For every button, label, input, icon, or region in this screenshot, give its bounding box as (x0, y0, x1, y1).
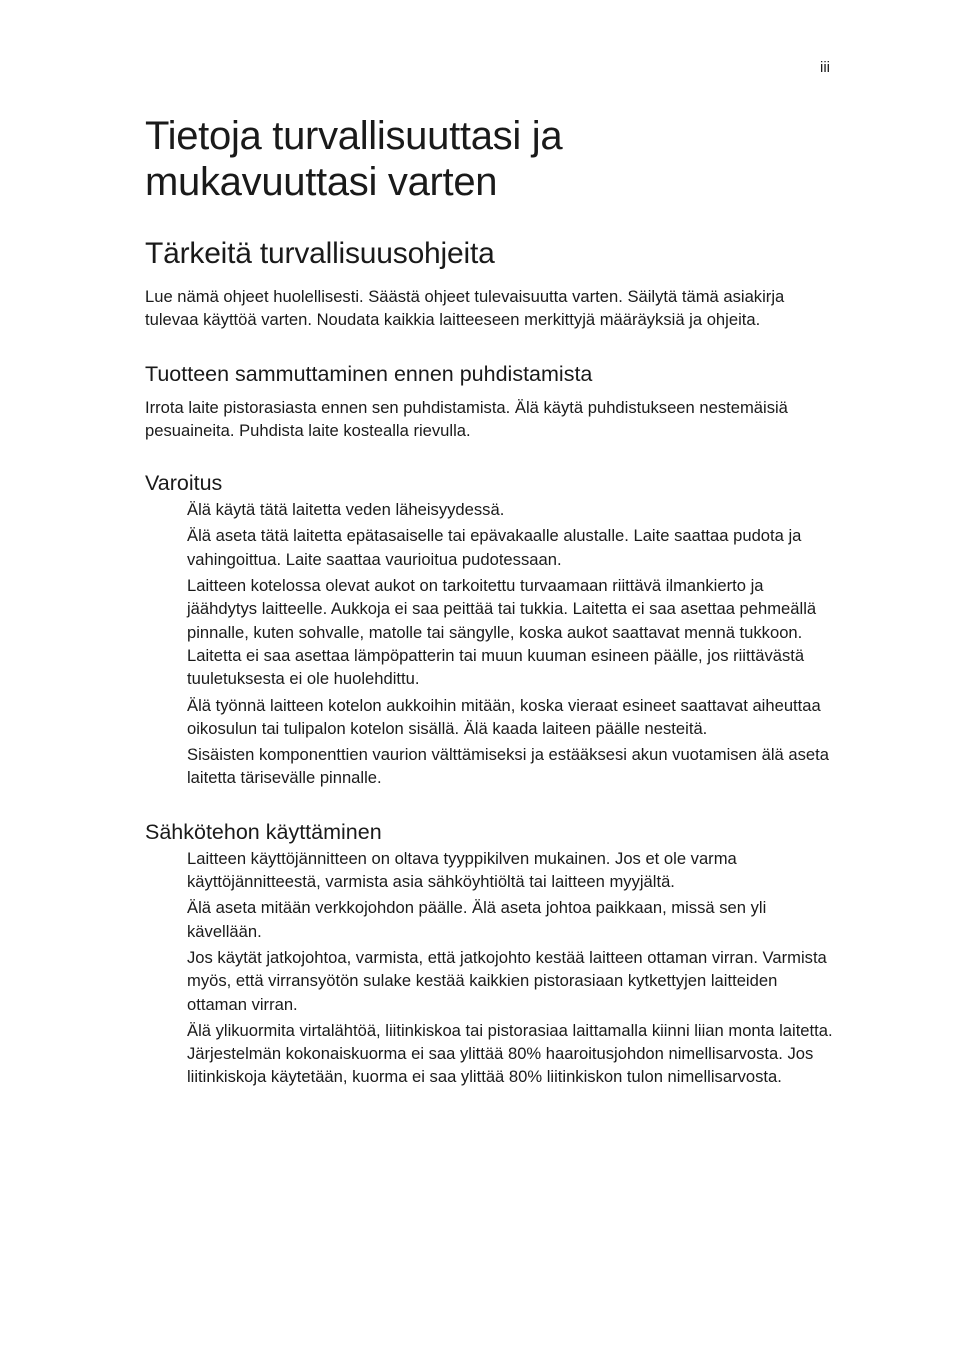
power-item: Jos käytät jatkojohtoa, varmista, että jatkojohto kestää laitteen ottaman virran. Varmista myös, että virransyötön sulake kestää kaikkien pistorasiaan kytkettyjen laitteiden ottaman virran. (187, 947, 827, 1014)
power-heading: Sähkötehon käyttäminen (145, 819, 382, 844)
warning-item: Älä aseta tätä laitetta epätasaiselle tai epävakaalle alustalle. Laite saattaa pudota ja vahingoittua. Laite saattaa vaurioitua pudotessaan. (187, 526, 802, 569)
warning-item: Älä työnnä laitteen kotelon aukkoihin mitään, koska vieraat esineet saattavat aiheuttaa oikosulun tai tulipalon kotelon sisällä. Älä kaada laiteen päälle nesteitä. (187, 695, 821, 738)
page-title: Tietoja turvallisuuttasi ja mukavuuttasi varten (145, 114, 563, 204)
page-number: iii (820, 59, 830, 76)
power-item: Laitteen käyttöjännitteen on oltava tyyppikilven mukainen. Jos et ole varma käyttöjännitteestä, varmista asia sähköyhtiöltä tai laitteen myyjältä. (187, 848, 737, 892)
document-body (145, 112, 835, 1092)
section-title: Tärkeitä turvallisuusohjeita (145, 237, 495, 270)
cleaning-paragraph: Irrota laite pistorasiasta ennen sen puhdistamista. Älä käytä puhdistukseen nestemäisiä pesuaineita. Puhdista laite kostealla rievulla. (145, 397, 788, 440)
power-item: Älä aseta mitään verkkojohdon päälle. Älä aseta johtoa paikkaan, missä sen yli kävellään. (187, 898, 767, 941)
power-list (145, 847, 835, 1089)
warning-heading: Varoitus (145, 471, 223, 496)
warning-item: Älä käytä tätä laitetta veden läheisyydessä. (187, 500, 505, 520)
intro-paragraph: Lue nämä ohjeet huolellisesti. Säästä ohjeet tulevaisuutta varten. Säilytä tämä asiakirja tulevaa käyttöä varten. Noudata kaikkia laitteeseen merkittyjä määräyksiä ja ohjeita. (145, 287, 785, 330)
warning-item: Laitteen kotelossa olevat aukot on tarkoitettu turvaamaan riittävä ilmankierto ja jäähdytys laitteelle. Aukkoja ei saa peittää tai tukkia. Laitetta ei saa asettaa pehmeällä pinnalle, kuten sohvalle, matolle tai sängylle, koska aukot saattavat mennä tukkoon. Laitetta ei saa asettaa lämpöpatterin tai muun kuuman esineen päälle, jos riittävästä tuuletuksesta ei ole huolehdittu. (187, 576, 817, 689)
power-item: Älä ylikuormita virtalähtöä, liitinkiskoa tai pistorasiaa laittamalla kiinni liian monta laitetta. Järjestelmän kokonaiskuorma ei saa ylittää 80% haaroitusjohdon nimellisarvosta. Jos liitinkiskoja käytetään, kuorma ei saa ylittää 80% liitinkiskon tulon nimellisarvosta. (187, 1020, 833, 1087)
warning-list (145, 498, 835, 790)
cleaning-heading: Tuotteen sammuttaminen ennen puhdistamista (145, 361, 593, 386)
warning-item: Sisäisten komponenttien vaurion välttämiseksi ja estääksesi akun vuotamisen älä aseta laitetta tärisevälle pinnalle. (187, 745, 829, 788)
